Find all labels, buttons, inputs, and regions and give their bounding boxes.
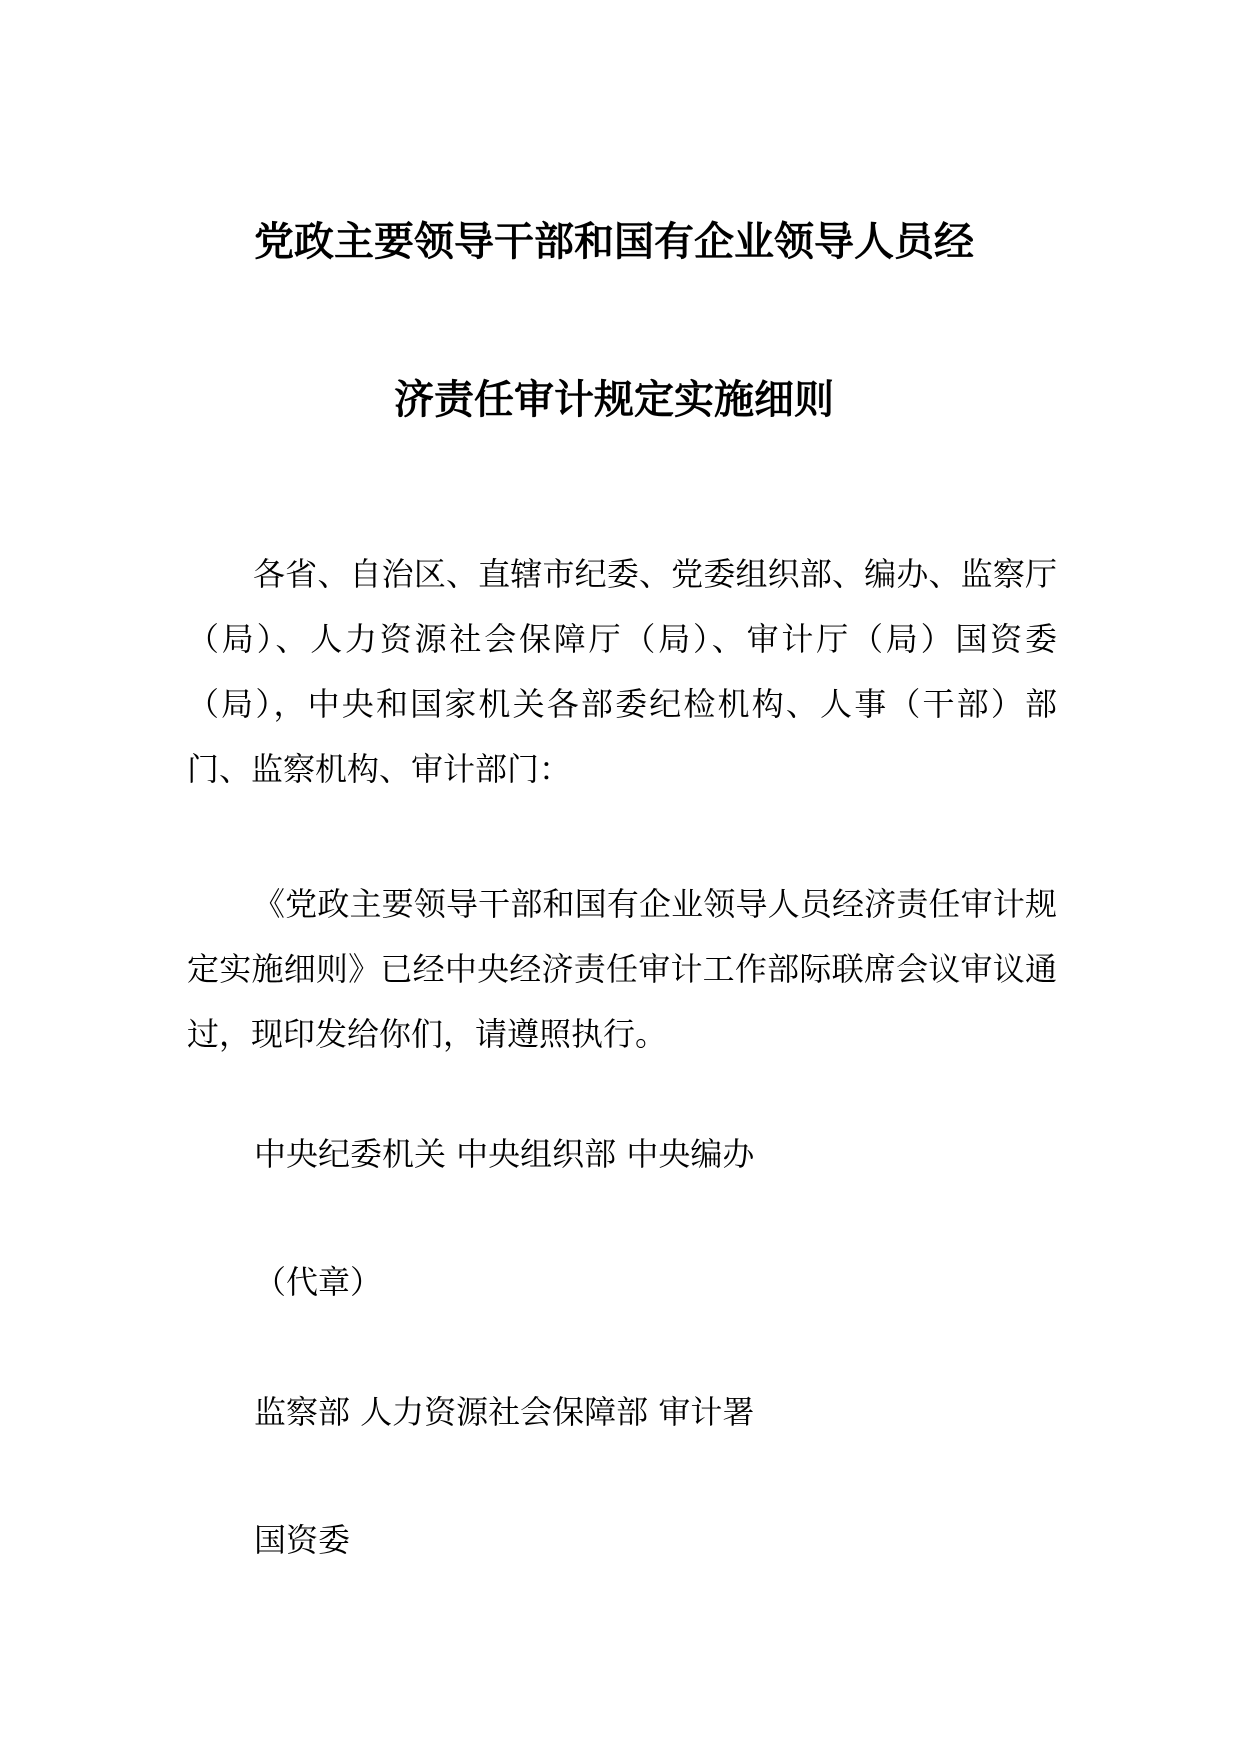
salutation-paragraph: 各省、自治区、直辖市纪委、党委组织部、编办、监察厅（局）、人力资源社会保障厅（局）、审计厅（局）国资委（局），中央和国家机关各部委纪检机构、人事（干部）部门、监察机构、审计部门： xyxy=(187,555,1057,788)
signatory-line-3: 国资委 xyxy=(254,1521,351,1559)
signatory-line-1: 中央纪委机关 中央组织部 中央编办 xyxy=(254,1135,755,1173)
signatory-line-2: 监察部 人力资源社会保障部 审计署 xyxy=(254,1393,755,1431)
signatory-seal-note: （代章） xyxy=(254,1263,383,1301)
body-paragraph: 《党政主要领导干部和国有企业领导人员经济责任审计规定实施细则》已经中央经济责任审计工作部际联席会议审议通过，现印发给你们，请遵照执行。 xyxy=(187,885,1057,1053)
document-title-line-2: 济责任审计规定实施细则 xyxy=(394,377,834,423)
document-title-line-1: 党政主要领导干部和国有企业领导人员经 xyxy=(254,219,974,265)
